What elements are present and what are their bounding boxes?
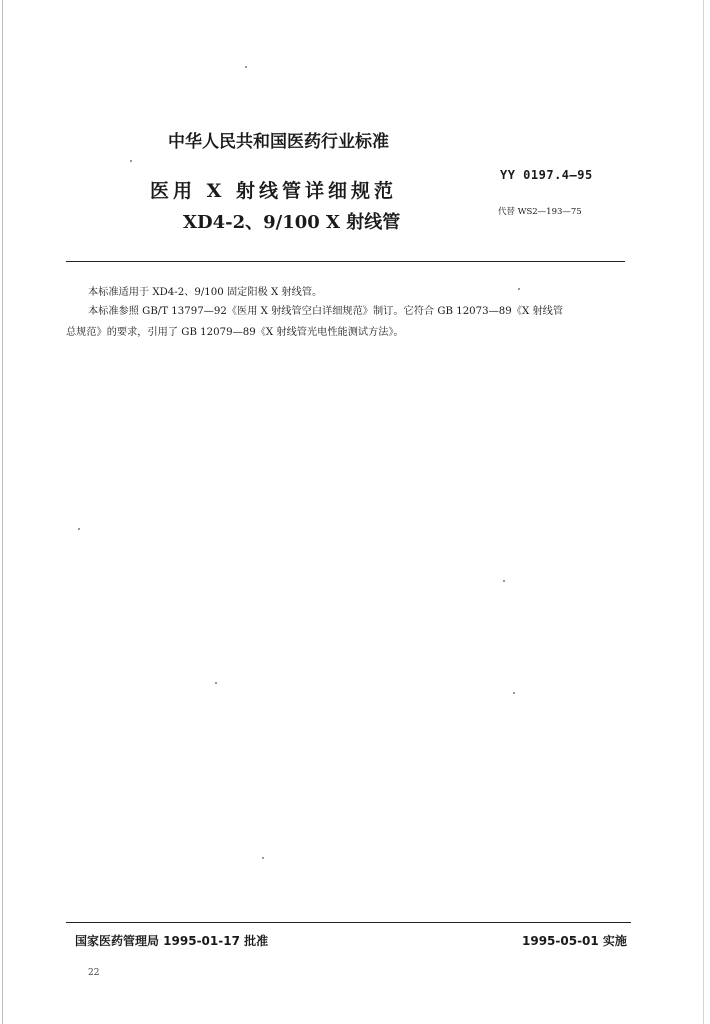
effective-date: 1995-05-01 实施 [522, 934, 627, 948]
footer-divider [66, 922, 631, 923]
scan-edge-left [2, 0, 3, 1024]
header-divider [66, 261, 625, 262]
scan-speck [130, 160, 132, 162]
standard-number: YY 0197.4—95 [500, 168, 593, 182]
scan-speck [262, 857, 264, 859]
paragraph-reference: 本标准参照 GB/T 13797—92《医用 X 射线管空白详细规范》制订。它符合 GB 12073—89《X 射线管 [88, 306, 564, 317]
page-number: 22 [88, 968, 100, 978]
replaces-note: 代替 WS2—193—75 [498, 207, 582, 217]
paragraph-reference-continued: 总规范》的要求，引用了 GB 12079—89《X 射线管光电性能测试方法》。 [66, 327, 404, 338]
scan-speck [215, 682, 217, 684]
paragraph-scope: 本标准适用于 XD4-2、9/100 固定阳极 X 射线管。 [88, 287, 323, 298]
standard-title: 医用 X 射线管详细规范 [150, 180, 397, 202]
approval-line: 国家医药管理局 1995-01-17 批准 [75, 934, 269, 948]
scan-speck [78, 528, 80, 530]
scan-speck [513, 692, 515, 694]
scan-speck [245, 66, 247, 68]
scan-speck [518, 288, 520, 290]
scan-speck [503, 580, 505, 582]
org-title: 中华人民共和国医药行业标准 [168, 132, 389, 152]
standard-subtitle: XD4-2、9/100 X 射线管 [183, 212, 401, 233]
scan-edge-right [703, 0, 704, 1024]
